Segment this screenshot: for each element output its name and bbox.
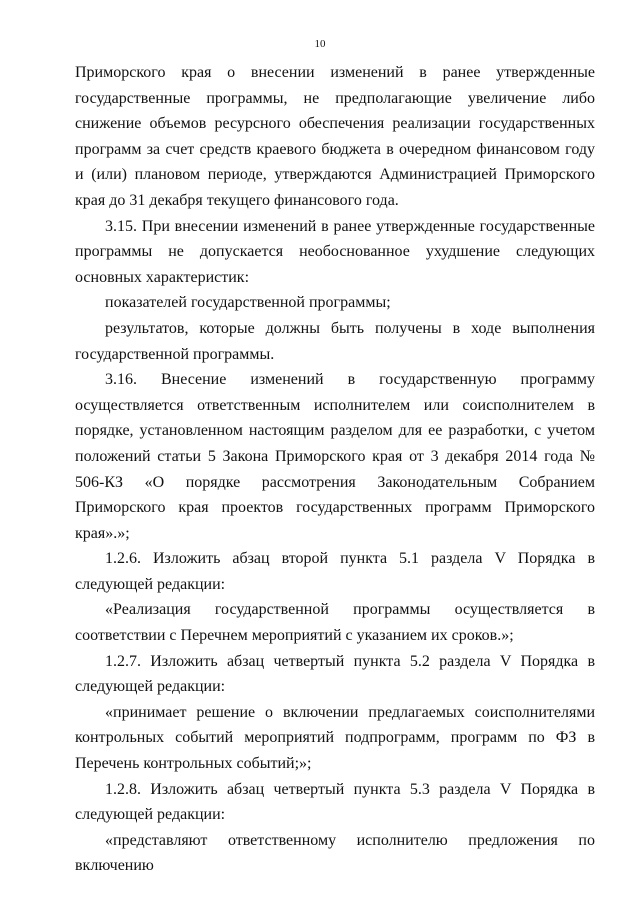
paragraph-indicators: показателей государственной программы;	[105, 294, 391, 312]
paragraph-1-2-7: 1.2.7. Изложить абзац четвертый пункта 5.2 раздела V Порядка в следующей редакции:	[75, 652, 595, 696]
document-body	[75, 60, 595, 879]
paragraph-1-2-8: 1.2.8. Изложить абзац четвертый пункта 5.3 раздела V Порядка в следующей редакции:	[75, 780, 595, 824]
paragraph-quote-5-2: «принимает решение о включении предлагаемых соисполнителями контрольных событий мероприятий подпрограмм, программ по ФЗ в Перечень контрольных событий;»;	[75, 703, 595, 773]
paragraph-1-2-6: 1.2.6. Изложить абзац второй пункта 5.1 раздела V Порядка в следующей редакции:	[75, 550, 595, 593]
paragraph-quote-5-3: «представляют ответственному исполнителю предложения по включению	[75, 831, 595, 875]
paragraph-3-15: 3.15. При внесении изменений в ранее утвержденные государственные программы не допускается необоснованное ухудшение следующих основных характеристик:	[75, 217, 595, 286]
paragraph-quote-5-1: «Реализация государственной программы осуществляется в соответствии с Перечнем мероприятий с указанием их сроков.»;	[75, 601, 595, 645]
paragraph-continuation: Приморского края о внесении изменений в ранее утвержденные государственные программы, не предполагающие увеличение либо снижение объемов ресурсного обеспечения реализации государственных программ за счет средств краевого бюджета в очередном финансовом году и (или) плановом периоде, утверждаются Администрацией Приморского края до 31 декабря текущего финансового года.	[75, 64, 595, 209]
paragraph-3-16: 3.16. Внесение изменений в государственную программу осуществляется ответственным исполнителем или соисполнителем в порядке, установленном настоящим разделом для ее разработки, с учетом положений статьи 5 Закона Приморского края от 3 декабря 2014 года № 506-КЗ «О порядке рассмотрения Законодательным Собранием Приморского края проектов государственных программ Приморского края».»;	[75, 371, 595, 542]
page-number: 10	[314, 38, 326, 50]
paragraph-results: результатов, которые должны быть получены в ходе выполнения государственной программы.	[75, 319, 595, 363]
